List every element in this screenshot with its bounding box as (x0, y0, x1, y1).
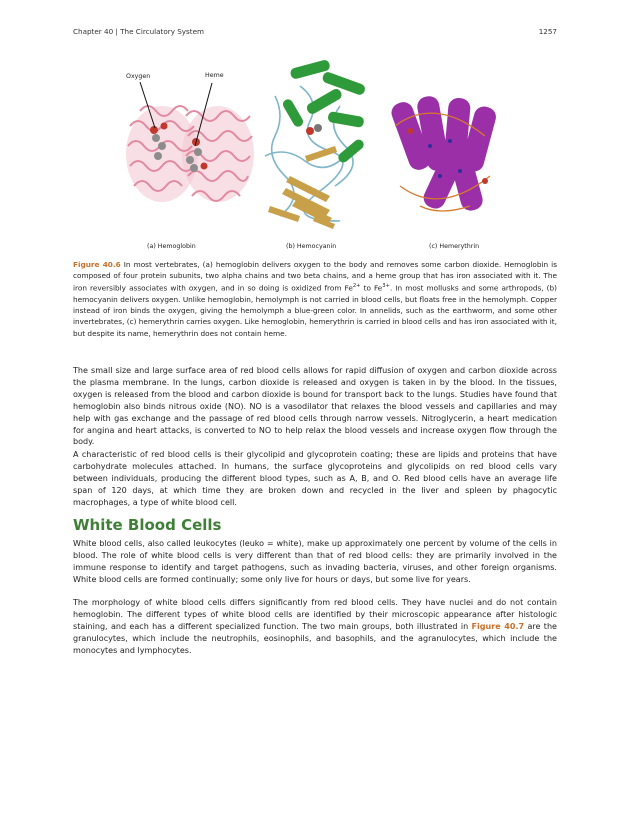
caption-superscript-2: 3+ (382, 283, 390, 290)
page-number: 1257 (538, 27, 557, 36)
chapter-title: Chapter 40 | The Circulatory System (73, 27, 205, 36)
paragraph-text-b: are the granulocytes, which include the neutrophils, eosinophils, and basophils, and the agranulocytes, which include the monocytes and lymphocytes. (73, 621, 557, 655)
hemocyanin-structure (265, 59, 366, 229)
oxygen-callout: Oxygen (126, 73, 151, 80)
figure-40-7-link[interactable]: Figure 40.7 (471, 621, 525, 631)
paragraph-white-blood-cell-morphology (73, 597, 557, 657)
panel-label-hemocyanin: (b) Hemocyanin (286, 243, 337, 250)
hemoglobin-structure (126, 82, 254, 202)
caption-superscript-1: 2+ (352, 283, 361, 290)
paragraph-red-blood-cell-coating: A characteristic of red blood cells is their glycolipid and glycoprotein coating; these are lipids and proteins that have carbohydrate molecules attached. In humans, the surface glycoproteins and glycolipids on red blood cells vary between individuals, producing the different blood types, such as A, B, and O. Red blood cells have an average life span of 120 days, at which time they are broken down and recycled in the liver and spleen by phagocytic macrophages, a type of white blood cell. (73, 450, 557, 507)
caption-text-1: In most vertebrates, (a) hemoglobin delivers oxygen to the body and removes some carbon dioxide. Hemoglobin is composed of four protein subunits, two alpha chains and two beta chains, and a heme group that has iron associated with it. The iron reversibly associates with oxygen, and in so doing is oxidized from Fe (73, 260, 558, 293)
panel-label-hemoglobin: (a) Hemoglobin (147, 243, 196, 250)
caption-text-3: . In most mollusks and some arthropods, (b) hemocyanin delivers oxygen. Unlike hemoglobin, hemolymph is not carried in blood cells, but floats free in the hemolymph. Copper instead of iron binds the oxygen, giving the hemolymph a blue-green color. In annelids, such as the earthworm, and some other invertebrates, (c) hemerythrin carries oxygen. Like hemoglobin, hemerythrin is carried in blood cells and has iron associated with it, but despite its name, hemerythrin does not contain heme. (73, 283, 557, 338)
paragraph-white-blood-cells-intro: White blood cells, also called leukocytes (leuko = white), make up approximately one percent by volume of the cells in blood. The role of white blood cells is very different than that of red blood cells: they are primarily involved in the immune response to identify and target pathogens, such as invading bacteria, viruses, and other foreign organisms. White blood cells are formed continually; some only live for hours or days, but some live for years. (73, 539, 557, 584)
running-header (73, 27, 557, 39)
figure-number: Figure 40.6 (73, 260, 121, 269)
protein-structures-illustration (100, 56, 530, 252)
section-heading-white-blood-cells: White Blood Cells (73, 516, 222, 534)
figure-40-6 (100, 56, 530, 252)
hemerythrin-structure (389, 95, 498, 213)
panel-label-hemerythrin: (c) Hemerythrin (429, 243, 480, 250)
caption-text-2: to Fe (360, 283, 383, 293)
paragraph-text-a: The morphology of white blood cells differs significantly from red blood cells. They have nuclei and do not contain hemoglobin. The different types of white blood cells are identified by their microscopic appearance after histologic staining, and each has a different specialized function. The two main groups, both illustrated in (73, 598, 557, 631)
heme-callout: Heme (205, 72, 224, 79)
paragraph-red-blood-cell-diffusion: The small size and large surface area of red blood cells allows for rapid diffusion of oxygen and carbon dioxide across the plasma membrane. In the lungs, carbon dioxide is released and oxygen is taken in by the blood. In the tissues, oxygen is released from the blood and carbon dioxide is bound for transport back to the lungs. Studies have found that hemoglobin also binds nitrous oxide (NO). NO is a vasodilator that relaxes the blood vessels and capillaries and may help with gas exchange and the passage of red blood cells through narrow vessels. Nitroglycerin, a heart medication for angina and heart attacks, is converted to NO to help relax the blood vessels and increase oxygen flow through the body. (73, 366, 557, 447)
figure-caption (73, 259, 557, 339)
